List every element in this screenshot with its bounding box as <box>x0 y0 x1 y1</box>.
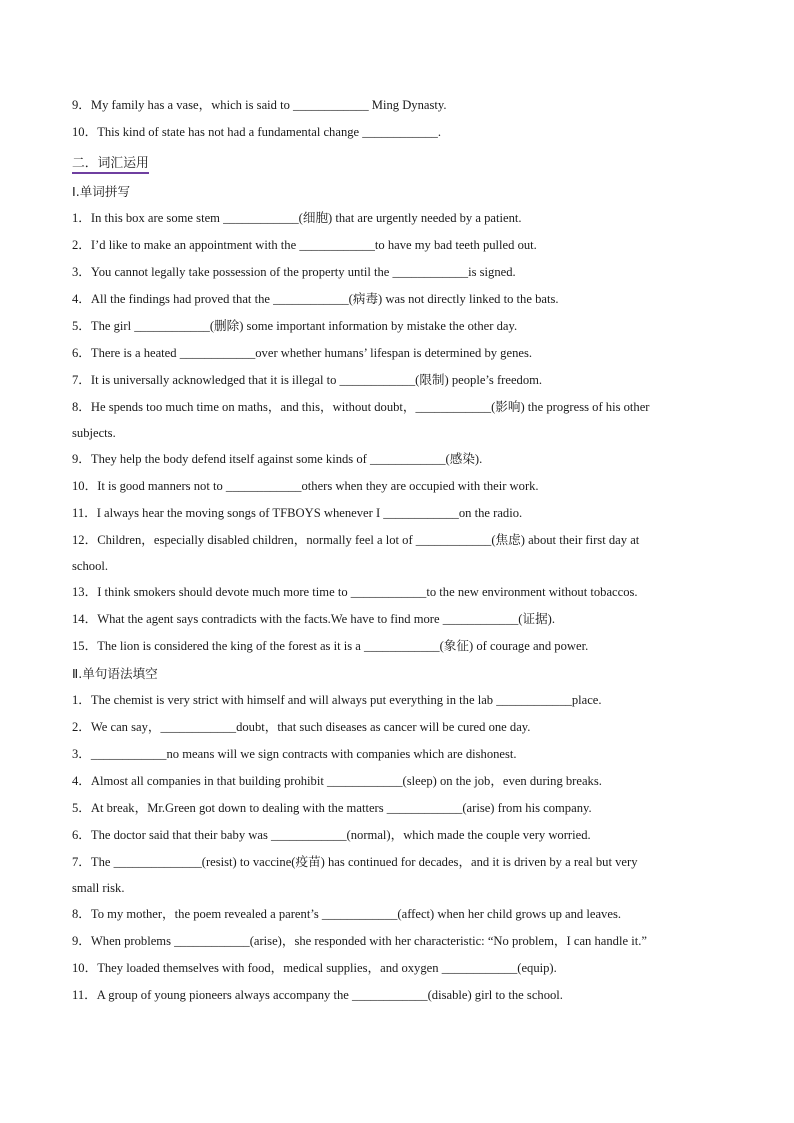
grammar-item-11: 11．A group of young pioneers always accompany the ____________(disable) girl to the school. <box>72 988 563 1002</box>
spelling-item-1: 1．In this box are some stem ____________(细胞) that are urgently needed by a patient. <box>72 211 522 225</box>
exercise-line-p10: 10．This kind of state has not had a fundamental change ____________. <box>72 125 441 139</box>
spelling-item-12-text: 12．Children，especially disabled children，normally feel a lot of ____________(焦虑) about their first day at <box>72 533 640 547</box>
grammar-item-5: 5．At break，Mr.Green got down to dealing with the matters ____________(arise) from his company. <box>72 801 592 815</box>
spelling-item-8-text: 8．He spends too much time on maths，and this，without doubt，____________(影响) the progress of his other <box>72 400 650 414</box>
spelling-item-13: 13．I think smokers should devote much more time to ____________to the new environment without tobaccos. <box>72 585 638 599</box>
grammar-item-7-cont: small risk. <box>72 881 125 895</box>
exercise-line-p9: 9．My family has a vase，which is said to ____________ Ming Dynasty. <box>72 98 447 112</box>
spelling-item-15: 15．The lion is considered the king of the forest as it is a ____________(象征) of courage and power. <box>72 639 589 653</box>
spelling-item-2: 2．I’d like to make an appointment with the ____________to have my bad teeth pulled out. <box>72 238 537 252</box>
grammar-item-3: 3．____________no means will we sign contracts with companies which are dishonest. <box>72 747 517 761</box>
subsection-heading-grammar: Ⅱ.单句语法填空 <box>72 666 158 681</box>
grammar-item-4: 4．Almost all companies in that building prohibit ____________(sleep) on the job，even during breaks. <box>72 774 602 788</box>
worksheet-page <box>72 92 722 1009</box>
spelling-item-11: 11．I always hear the moving songs of TFBOYS whenever I ____________on the radio. <box>72 506 523 520</box>
grammar-item-1: 1．The chemist is very strict with himself and will always put everything in the lab ____________place. <box>72 693 602 707</box>
spelling-item-3: 3．You cannot legally take possession of the property until the ____________is signed. <box>72 265 516 279</box>
grammar-item-7 <box>72 849 722 901</box>
section-heading-vocab <box>72 150 722 178</box>
spelling-item-5: 5．The girl ____________(删除) some important information by mistake the other day. <box>72 319 518 333</box>
spelling-item-10: 10．It is good manners not to ____________others when they are occupied with their work. <box>72 479 539 493</box>
grammar-item-9: 9．When problems ____________(arise)，she responded with her characteristic: “No problem，I can handle it.” <box>72 934 647 948</box>
spelling-item-4: 4．All the findings had proved that the ____________(病毒) was not directly linked to the bats. <box>72 292 559 306</box>
subsection-heading-spelling: Ⅰ.单词拼写 <box>72 184 131 199</box>
grammar-item-7-text: 7．The ______________(resist) to vaccine(疫苗) has continued for decades，and it is driven by a real but very <box>72 855 638 869</box>
spelling-item-8-cont: subjects. <box>72 426 116 440</box>
spelling-item-14: 14．What the agent says contradicts with the facts.We have to find more ____________(证据). <box>72 612 556 626</box>
grammar-item-6: 6．The doctor said that their baby was ____________(normal)，which made the couple very worried. <box>72 828 591 842</box>
spelling-item-6: 6．There is a heated ____________over whether humans’ lifespan is determined by genes. <box>72 346 533 360</box>
spelling-item-8 <box>72 394 722 446</box>
spelling-item-7: 7．It is universally acknowledged that it is illegal to ____________(限制) people’s freedom. <box>72 373 543 387</box>
grammar-item-2: 2．We can say，____________doubt，that such diseases as cancer will be cured one day. <box>72 720 531 734</box>
grammar-item-10: 10．They loaded themselves with food，medical supplies，and oxygen ____________(equip). <box>72 961 557 975</box>
spelling-item-12 <box>72 527 722 579</box>
section-heading-text: 二．词汇运用 <box>72 156 149 174</box>
grammar-item-8: 8．To my mother，the poem revealed a parent’s ____________(affect) when her child grows up and leaves. <box>72 907 621 921</box>
spelling-item-12-cont: school. <box>72 559 109 573</box>
spelling-item-9: 9．They help the body defend itself against some kinds of ____________(感染). <box>72 452 483 466</box>
